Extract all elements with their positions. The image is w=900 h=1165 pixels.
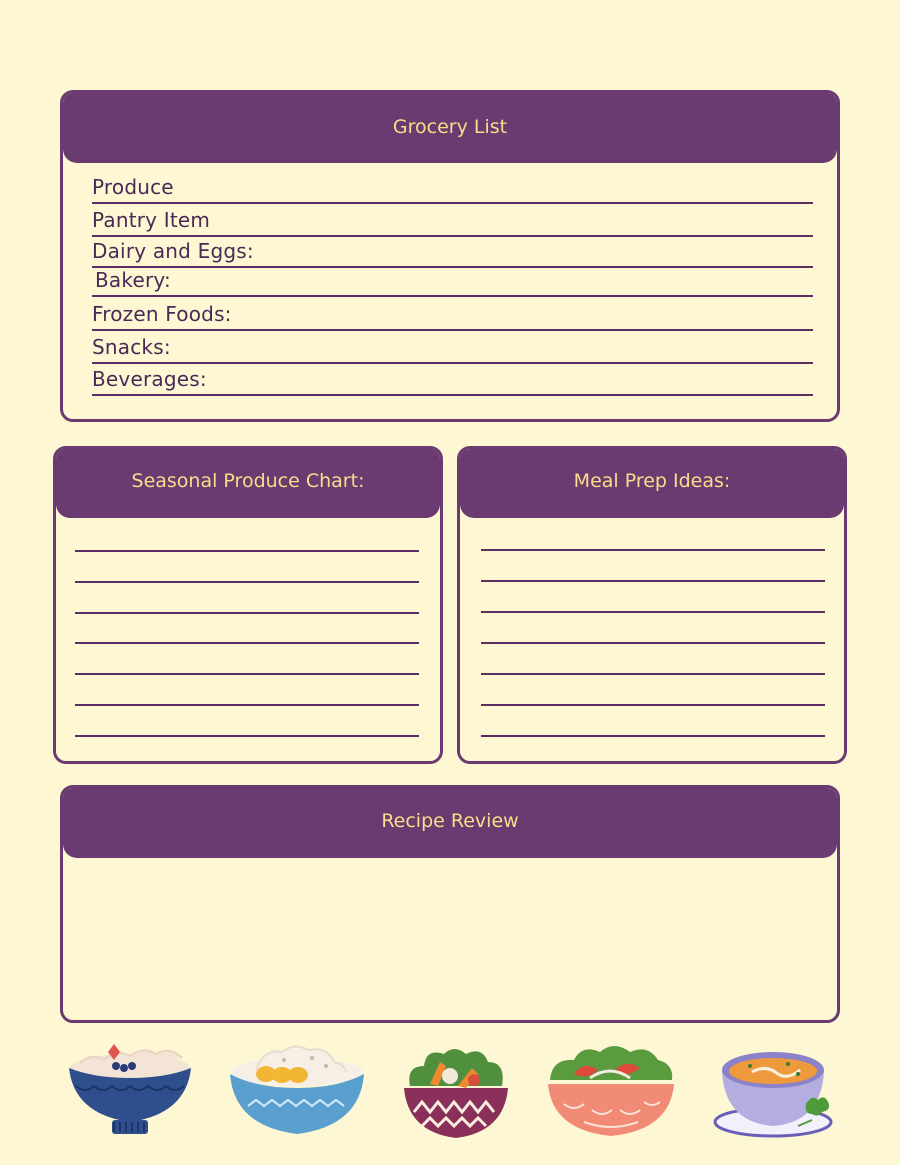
- meal-prep-line[interactable]: [481, 611, 825, 613]
- grocery-row-frozen[interactable]: Frozen Foods:: [92, 304, 813, 331]
- seasonal-produce-card: [53, 446, 443, 764]
- meal-prep-line[interactable]: [481, 673, 825, 675]
- rice-bowl-icon: [228, 1044, 366, 1140]
- seasonal-line[interactable]: [75, 735, 419, 737]
- grocery-row-produce[interactable]: Produce: [92, 177, 813, 204]
- meal-prep-line[interactable]: [481, 704, 825, 706]
- grocery-row-snacks[interactable]: Snacks:: [92, 337, 813, 364]
- grocery-row-pantry[interactable]: Pantry Item: [92, 210, 813, 237]
- meal-prep-title: Meal Prep Ideas:: [460, 449, 844, 518]
- seasonal-line[interactable]: [75, 581, 419, 583]
- grocery-row-bakery[interactable]: Bakery:: [92, 270, 813, 297]
- recipe-review-area[interactable]: [63, 858, 837, 1020]
- salad-bowl-icon: [544, 1044, 678, 1140]
- meal-prep-line[interactable]: [481, 549, 825, 551]
- recipe-review-title: Recipe Review: [63, 788, 837, 858]
- meal-prep-line[interactable]: [481, 580, 825, 582]
- grocery-list-title: Grocery List: [63, 93, 837, 163]
- berry-oatmeal-bowl-icon: [66, 1042, 194, 1138]
- grocery-row-dairy[interactable]: Dairy and Eggs:: [92, 241, 813, 268]
- seasonal-line[interactable]: [75, 673, 419, 675]
- grocery-row-beverages[interactable]: Beverages:: [92, 369, 813, 396]
- seasonal-line[interactable]: [75, 612, 419, 614]
- seasonal-line[interactable]: [75, 642, 419, 644]
- grocery-list-card: [60, 90, 840, 422]
- seasonal-line[interactable]: [75, 704, 419, 706]
- meal-prep-line[interactable]: [481, 735, 825, 737]
- seasonal-produce-title: Seasonal Produce Chart:: [56, 449, 440, 518]
- veggie-bowl-icon: [400, 1046, 512, 1142]
- seasonal-line[interactable]: [75, 550, 419, 552]
- recipe-review-card: [60, 785, 840, 1023]
- meal-prep-card: [457, 446, 847, 764]
- meal-prep-line[interactable]: [481, 642, 825, 644]
- soup-bowl-icon: [710, 1044, 836, 1140]
